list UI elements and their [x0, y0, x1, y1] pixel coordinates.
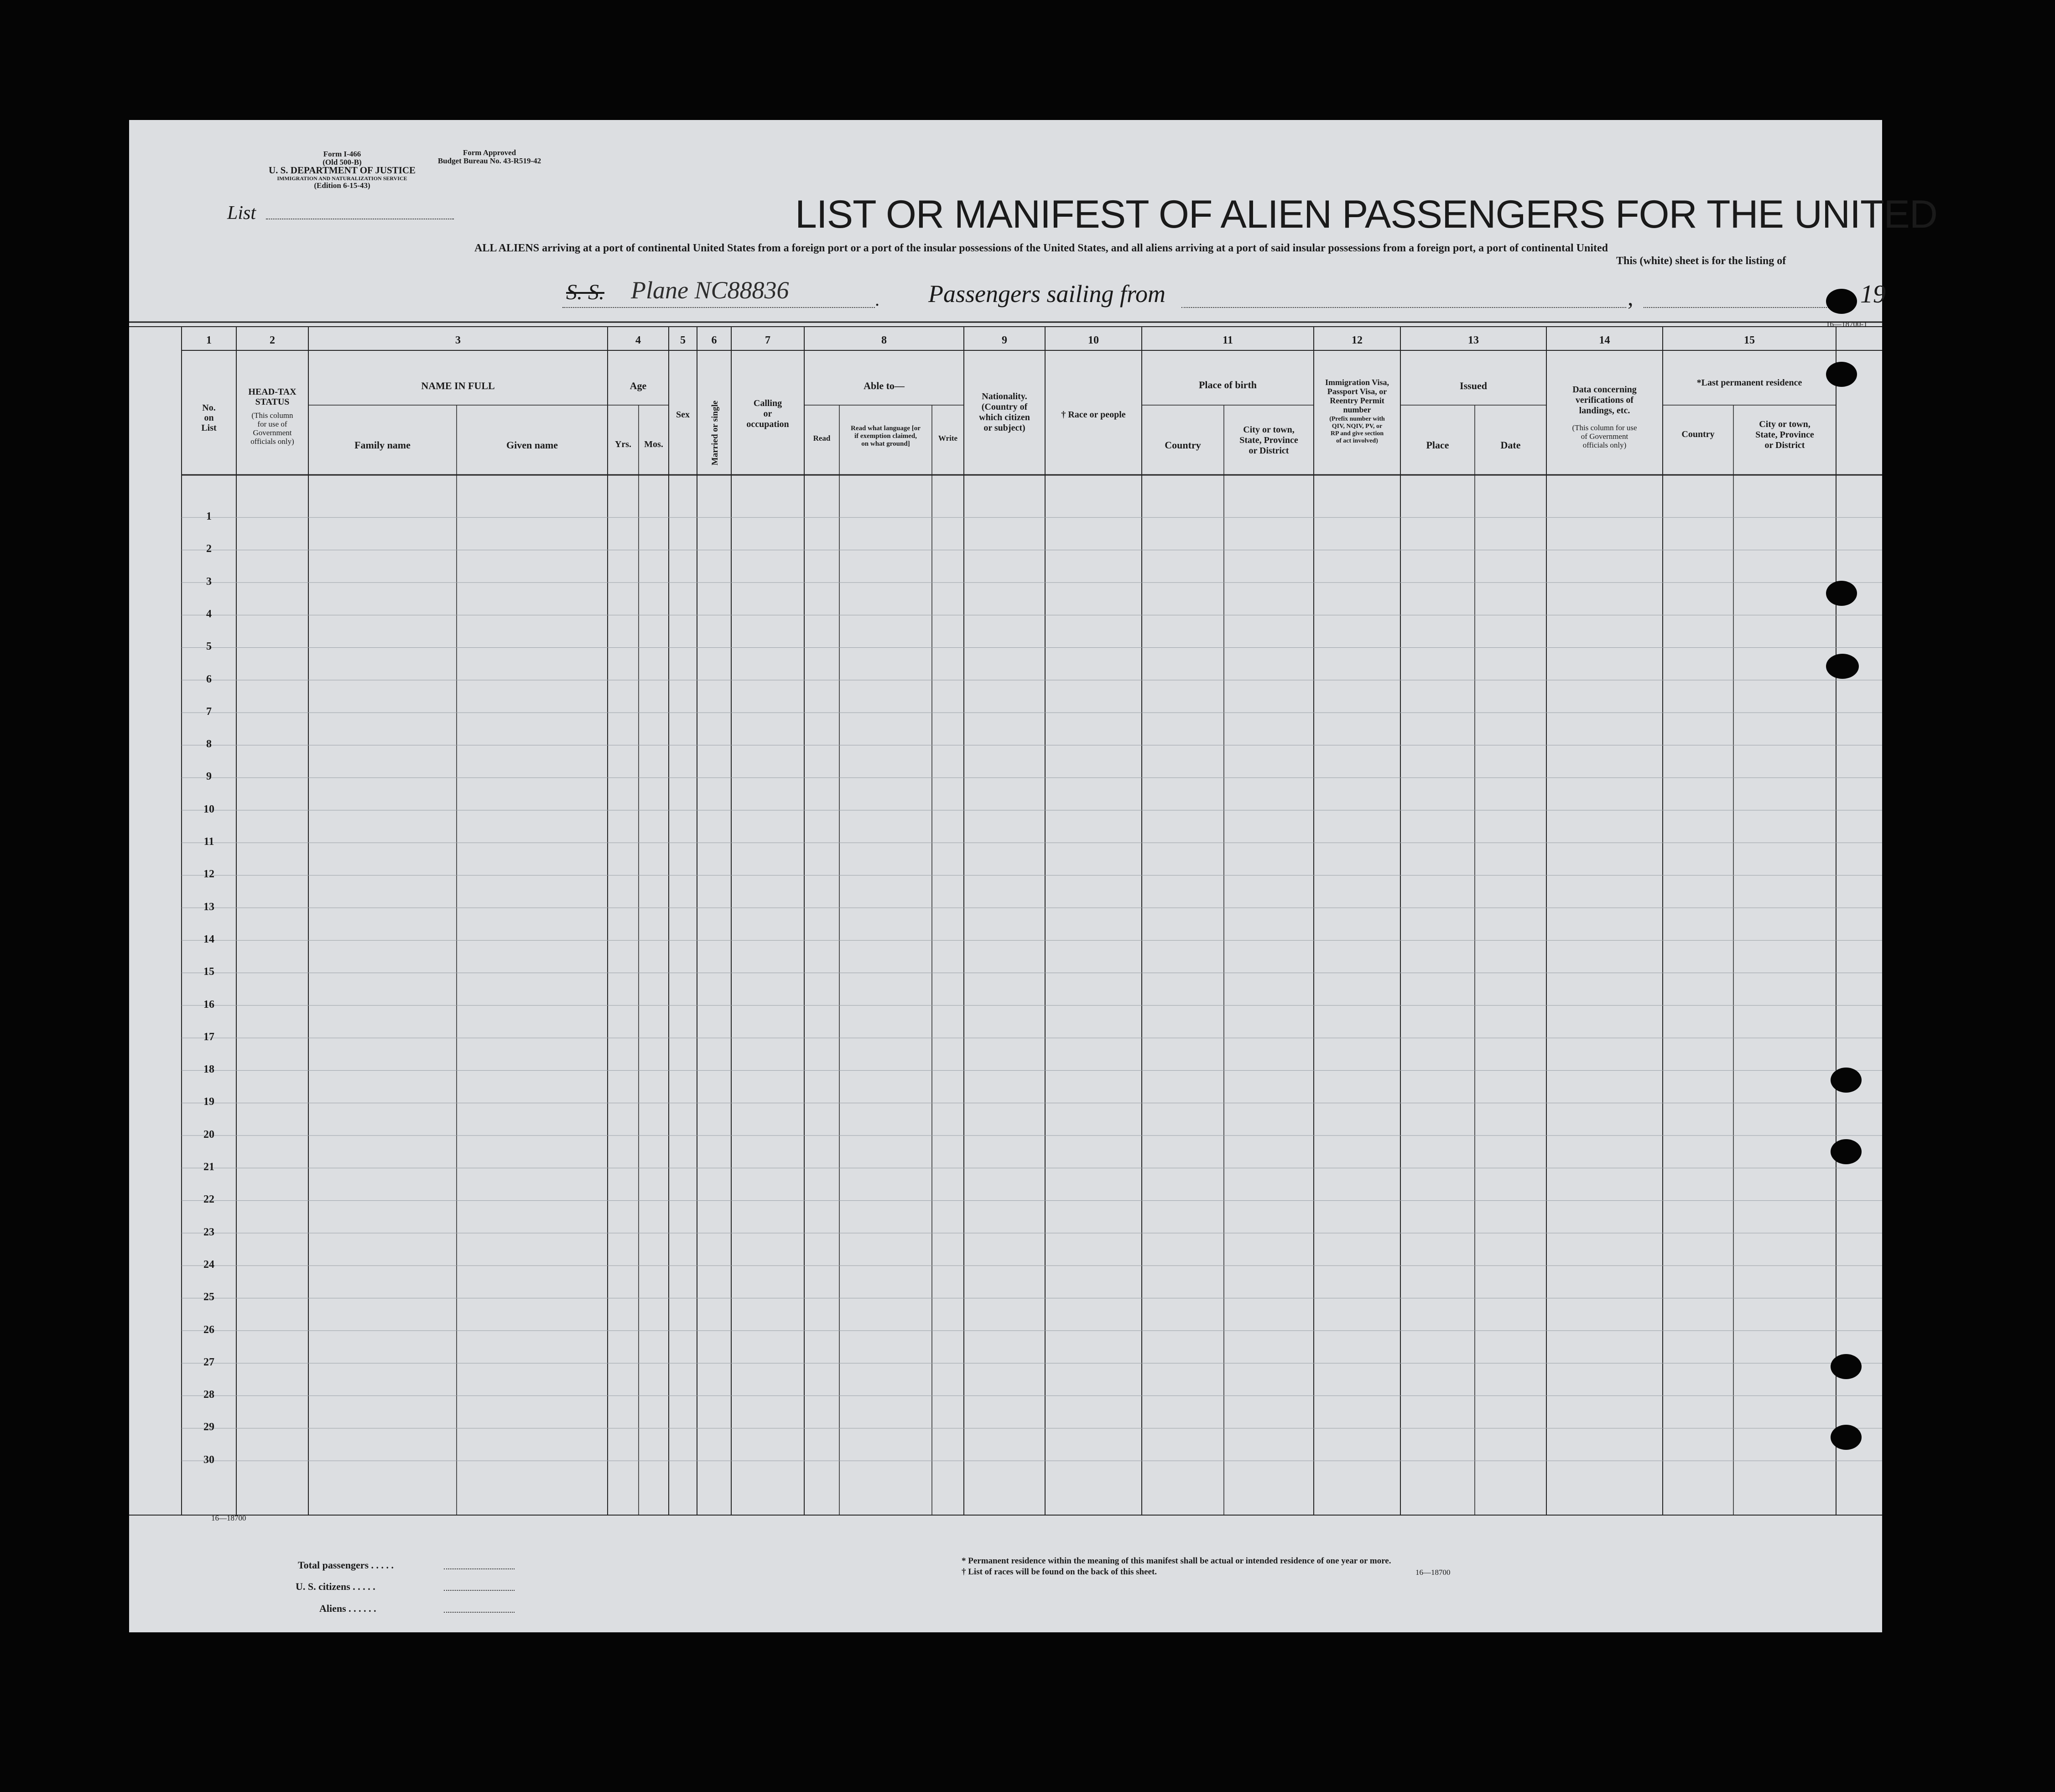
us-citizens-field[interactable] — [444, 1590, 515, 1591]
header-yrs: Yrs. — [614, 439, 632, 449]
row-number: 29 — [203, 1421, 214, 1433]
header-head-tax-note: (This column for use of Government officials only) — [250, 411, 294, 446]
col-num-15: 15 — [1744, 334, 1755, 346]
col-num-11: 11 — [1223, 334, 1233, 346]
header-read-language: Read what language [or if exemption claimed, on what ground] — [851, 425, 921, 448]
row-number: 14 — [203, 933, 214, 945]
row-number: 28 — [203, 1389, 214, 1401]
header-read: Read — [813, 434, 831, 443]
col-num-6: 6 — [711, 334, 717, 346]
punch-hole — [1826, 362, 1857, 387]
header-name-in-full: NAME IN FULL — [421, 380, 495, 391]
footnote-code: 16—18700 — [1415, 1568, 1451, 1577]
col-num-9: 9 — [1002, 334, 1007, 346]
total-passengers-label: Total passengers . . . . . — [298, 1559, 394, 1571]
header-nationality: Nationality. (Country of which citizen or subject) — [979, 391, 1030, 433]
row-number: 22 — [203, 1193, 214, 1206]
footnote-list-of-races: † List of races will be found on the back of this sheet. — [962, 1567, 1157, 1577]
row-number: 21 — [203, 1161, 214, 1173]
printer-code-top: 16—18700-1 — [1826, 320, 1868, 328]
row-number: 7 — [206, 705, 212, 718]
row-number: 15 — [203, 966, 214, 978]
header-mos: Mos. — [644, 439, 663, 449]
row-number: 4 — [206, 608, 212, 620]
col-num-12: 12 — [1352, 334, 1363, 346]
col-num-2: 2 — [270, 334, 275, 346]
edition: (Edition 6-15-43) — [314, 181, 370, 190]
subtitle-line-2: This (white) sheet is for the listing of — [1616, 255, 1786, 267]
header-age: Age — [630, 380, 647, 391]
row-number: 26 — [203, 1323, 214, 1336]
col-num-13: 13 — [1468, 334, 1479, 346]
footnote-permanent-residence: * Permanent residence within the meaning of this manifest shall be actual or intended residence of one year or more. — [962, 1556, 1391, 1566]
sailing-from-label: Passengers sailing from — [928, 280, 1166, 307]
form-grid — [129, 120, 1882, 1632]
header-lr-country: Country — [1681, 429, 1715, 439]
header-visa: Immigration Visa, Passport Visa, or Reentry Permit number — [1325, 378, 1389, 414]
row-number: 20 — [203, 1128, 214, 1141]
header-sex: Sex — [676, 410, 690, 420]
year-prefix: 19 — [1860, 280, 1886, 308]
list-label: List — [227, 203, 256, 224]
row-number: 10 — [203, 803, 214, 815]
row-number: 19 — [203, 1096, 214, 1108]
row-number: 1 — [206, 511, 212, 522]
row-number: 11 — [203, 836, 214, 848]
header-no-on-list: No. on List — [201, 403, 217, 433]
header-able-to: Able to— — [864, 380, 905, 391]
row-number: 17 — [203, 1031, 214, 1043]
row-number: 3 — [206, 575, 212, 588]
col-num-14: 14 — [1599, 334, 1610, 346]
header-lr-city: City or town, State, Province or District — [1755, 419, 1814, 450]
col-num-5: 5 — [680, 334, 686, 346]
vessel-name-handwritten: Plane NC88836 — [631, 276, 789, 304]
row-number: 12 — [203, 868, 214, 880]
subtitle-line-1: ALL ALIENS arriving at a port of continental United States from a foreign port or a port of the insular possessions of the United States, and all aliens arriving at a port of said insular possessions from a foreign port, a port of continental United — [474, 242, 1608, 254]
col-num-7: 7 — [765, 334, 770, 346]
printer-code-bottom: 16—18700 — [211, 1514, 246, 1522]
header-visa-note: (Prefix number with QIV, NQIV, PV, or RP and give section of act involved) — [1329, 416, 1385, 444]
header-head-tax: HEAD-TAX STATUS — [248, 387, 297, 407]
punch-hole — [1831, 1354, 1862, 1379]
header-write: Write — [938, 434, 958, 443]
punch-hole — [1831, 1139, 1862, 1164]
manifest-title: LIST OR MANIFEST OF ALIEN PASSENGERS FOR THE UNITED — [795, 193, 1938, 236]
form-number: Form I-466 — [323, 150, 361, 158]
header-married-or-single: Married or single — [710, 400, 720, 466]
header-issued-date: Date — [1500, 439, 1521, 451]
row-number: 8 — [206, 738, 212, 750]
header-last-residence: *Last permanent residence — [1696, 378, 1802, 388]
row-number: 25 — [203, 1291, 214, 1303]
row-number: 2 — [206, 543, 212, 555]
row-number: 24 — [203, 1258, 214, 1271]
row-number: 9 — [206, 771, 212, 783]
service: IMMIGRATION AND NATURALIZATION SERVICE — [277, 175, 407, 182]
header-race: † Race or people — [1061, 410, 1126, 420]
row-number: 27 — [203, 1356, 214, 1368]
row-number: 6 — [206, 673, 212, 685]
comma-separator: , — [1628, 285, 1634, 310]
header-place-of-birth: Place of birth — [1198, 379, 1257, 391]
row-number: 13 — [203, 901, 214, 913]
punch-hole — [1826, 654, 1859, 679]
col-num-10: 10 — [1088, 334, 1099, 346]
sailing-from-field[interactable] — [1181, 307, 1626, 308]
form-old-number: (Old 500-B) — [323, 158, 362, 167]
header-family-name: Family name — [354, 439, 411, 451]
row-number: 30 — [203, 1453, 214, 1466]
sailing-date-field[interactable] — [1644, 307, 1849, 308]
header-birth-country: Country — [1165, 439, 1201, 451]
budget-bureau: Budget Bureau No. 43-R519-42 — [437, 156, 541, 165]
header-birth-city: City or town, State, Province or District — [1239, 425, 1298, 456]
manifest-sheet — [129, 120, 1938, 1632]
header-calling: Calling or occupation — [746, 398, 789, 429]
col-num-3: 3 — [455, 334, 461, 346]
row-number: 23 — [203, 1226, 214, 1238]
header-issued: Issued — [1460, 380, 1487, 391]
department: U. S. DEPARTMENT OF JUSTICE — [268, 165, 416, 176]
col-num-1: 1 — [206, 334, 212, 346]
punch-hole — [1826, 289, 1857, 314]
header-given-name: Given name — [506, 439, 558, 451]
row-number: 16 — [203, 998, 214, 1011]
aliens-field[interactable] — [444, 1612, 515, 1613]
header-issued-place: Place — [1426, 439, 1449, 451]
dot-separator: . — [875, 289, 879, 310]
vessel-name-field[interactable] — [562, 307, 875, 308]
row-number: 18 — [203, 1063, 214, 1076]
header-data-concerning: Data concerning verifications of landings, etc. — [1572, 385, 1637, 416]
us-citizens-label: U. S. citizens . . . . . — [296, 1581, 375, 1592]
ss-prefix: S. S. — [566, 280, 604, 304]
aliens-label: Aliens . . . . . . — [319, 1603, 376, 1614]
punch-hole — [1831, 1425, 1862, 1450]
col-num-4: 4 — [635, 334, 641, 346]
total-passengers-field[interactable] — [444, 1568, 515, 1569]
form-approved: Form Approved — [463, 148, 516, 157]
row-number: 5 — [206, 641, 212, 653]
header-data-note: (This column for use of Government officials only) — [1572, 423, 1637, 449]
col-num-8: 8 — [881, 334, 887, 346]
punch-hole — [1831, 1068, 1862, 1093]
punch-hole — [1826, 581, 1857, 606]
